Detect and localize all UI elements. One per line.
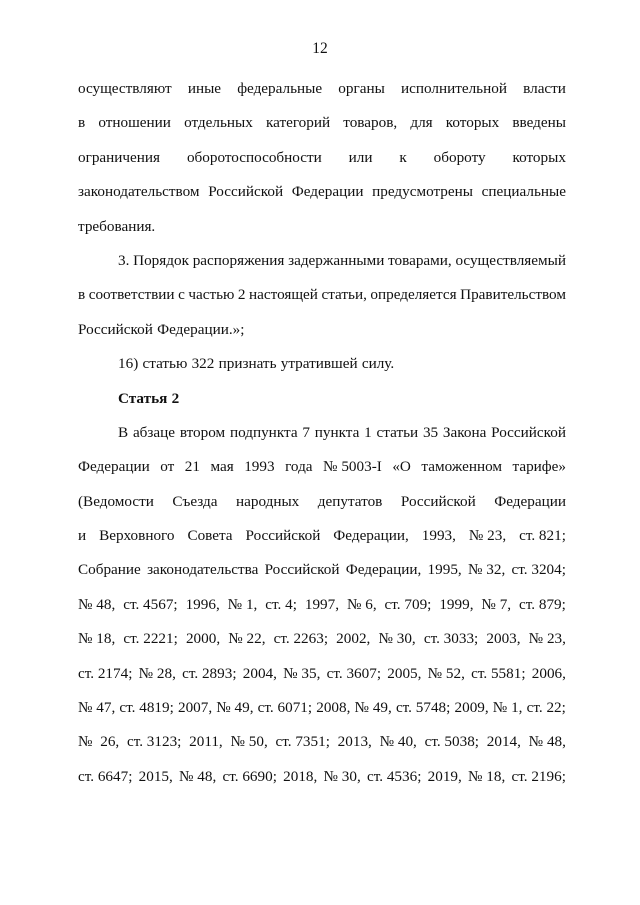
document-body xyxy=(78,76,566,798)
word: ст. 3033; xyxy=(423,630,479,648)
word: ст. 6071; xyxy=(257,699,313,717)
text-line xyxy=(78,592,566,626)
word: 2006, xyxy=(531,664,566,682)
word: (Ведомости xyxy=(78,492,154,510)
word: № 23, xyxy=(528,630,566,648)
word: которых xyxy=(512,148,566,166)
text-line xyxy=(78,454,566,488)
word: № 48, xyxy=(528,733,566,751)
word: ст. 2263; xyxy=(273,630,329,648)
word: Федерации, xyxy=(345,561,422,579)
word: 3. xyxy=(118,251,130,269)
word: № 52, xyxy=(427,664,465,682)
word: Федерации, xyxy=(333,527,409,545)
word: 2015, xyxy=(138,767,173,785)
word: 1997, xyxy=(304,595,340,613)
word: «О xyxy=(392,458,411,476)
word: ст. 821; xyxy=(519,527,566,545)
word: 2009, xyxy=(454,699,489,717)
word: 2002, xyxy=(336,630,371,648)
word: утратившей xyxy=(280,355,358,373)
word: ограничения xyxy=(78,148,161,166)
word: тарифе» xyxy=(512,458,566,476)
word: № 49, xyxy=(354,699,392,717)
word: Закона xyxy=(442,423,487,441)
word: ст. 6690; xyxy=(222,767,277,785)
word: 1 xyxy=(364,423,372,441)
word: № 6, xyxy=(346,595,377,613)
word: специальные xyxy=(481,183,566,201)
word: введены xyxy=(512,114,566,132)
word: Российской xyxy=(264,561,340,579)
word: 322 xyxy=(191,355,215,373)
word: предусмотрены xyxy=(372,183,473,201)
word: № 32, xyxy=(467,561,506,579)
word: депутатов xyxy=(317,492,383,510)
word: № 40, xyxy=(379,733,417,751)
word: обороту xyxy=(433,148,486,166)
text-line xyxy=(78,729,566,763)
word: № 35, xyxy=(283,664,321,682)
word: 2000, xyxy=(185,630,221,648)
word: задержанными xyxy=(288,251,385,269)
section-heading xyxy=(78,386,566,420)
word: от xyxy=(160,458,175,476)
word: 2 xyxy=(171,389,180,407)
word: подпункта xyxy=(229,423,298,441)
word: ст. 5748; xyxy=(395,699,451,717)
text-line xyxy=(78,179,566,213)
word: 2005, xyxy=(387,664,422,682)
word: № 48, xyxy=(78,595,116,613)
word: Съезда xyxy=(172,492,218,510)
word: которых xyxy=(445,114,500,132)
text-line xyxy=(78,661,566,695)
word: определяется xyxy=(370,286,457,304)
word: статьи xyxy=(376,423,419,441)
word: 2018, xyxy=(283,767,318,785)
text-line xyxy=(78,317,566,351)
word: В xyxy=(118,423,129,441)
word: ст. 2221; xyxy=(123,630,178,648)
word: ст. 4567; xyxy=(123,595,178,613)
word: соответствии xyxy=(88,286,175,304)
word: категорий xyxy=(265,114,331,132)
word: 16) xyxy=(118,355,139,373)
text-line xyxy=(78,626,566,660)
word: Собрание xyxy=(78,561,141,579)
text-line xyxy=(78,695,566,729)
word: № 18, xyxy=(78,630,116,648)
word: к xyxy=(399,148,407,166)
word: осуществляют xyxy=(78,80,172,97)
word: федеральные xyxy=(237,80,323,97)
word: ст. 2174; xyxy=(78,664,133,682)
word: ст. 5581; xyxy=(471,664,526,682)
word: ст. 6647; xyxy=(78,767,133,785)
word: ст. 22; xyxy=(526,699,566,717)
word: 2014, xyxy=(486,733,521,751)
word: распоряжения xyxy=(192,251,285,269)
word: ст. 4; xyxy=(265,595,297,613)
word: статьи, xyxy=(321,286,367,304)
word: Статья xyxy=(118,389,168,407)
word: настоящей xyxy=(249,286,318,304)
word: ст. 7351; xyxy=(275,733,330,751)
word: № 30, xyxy=(378,630,416,648)
word: требования. xyxy=(78,217,156,235)
word: Российской xyxy=(78,320,153,338)
word: осуществляемый xyxy=(455,251,566,269)
word: № 5003-I xyxy=(323,458,382,476)
word: 2008, xyxy=(316,699,351,717)
word: оборотоспособности xyxy=(186,148,322,166)
word: и xyxy=(78,527,87,545)
word: года xyxy=(285,458,313,476)
word: № 30, xyxy=(323,767,361,785)
word: 1999, xyxy=(439,595,474,613)
word: № 1, xyxy=(492,699,523,717)
word: власти xyxy=(523,80,566,97)
word: ст. 3607; xyxy=(326,664,382,682)
text-line xyxy=(78,557,566,591)
word: 2 xyxy=(237,286,246,304)
word: 7 xyxy=(302,423,310,441)
word: признать xyxy=(218,355,277,373)
word: иные xyxy=(187,80,222,97)
word: Совета xyxy=(187,527,233,545)
word: Правительством xyxy=(460,286,566,304)
word: 35 xyxy=(422,423,439,441)
word: 2007, xyxy=(177,699,213,717)
word: ст. 5038; xyxy=(424,733,480,751)
word: ст. 4536; xyxy=(367,767,422,785)
word: мая xyxy=(210,458,234,476)
word: № 50, xyxy=(230,733,268,751)
word: законодательства xyxy=(147,561,259,579)
word: 1993, xyxy=(421,527,456,545)
word: Верховного xyxy=(99,527,175,545)
word: народных xyxy=(236,492,300,510)
word: № 18, xyxy=(468,767,506,785)
word: 1995, xyxy=(427,561,462,579)
word: ст. 3204; xyxy=(511,561,566,579)
word: отношении xyxy=(98,114,171,132)
word: отдельных xyxy=(184,114,253,132)
word: статью xyxy=(142,355,188,373)
word: 2013, xyxy=(337,733,372,751)
word: для xyxy=(410,114,433,132)
word: исполнительной xyxy=(400,80,507,97)
text-line xyxy=(78,764,566,798)
word: Федерации.»; xyxy=(157,320,245,338)
word: 21 xyxy=(184,458,200,476)
word: органы xyxy=(338,80,385,97)
word: ст. 709; xyxy=(384,595,432,613)
word: ст. 3123; xyxy=(126,733,182,751)
word: Федерации xyxy=(78,458,150,476)
word: 26, xyxy=(100,733,120,751)
text-line xyxy=(78,110,566,144)
word: или xyxy=(348,148,373,166)
word: ст. 4819; xyxy=(119,699,174,717)
text-line xyxy=(78,489,566,523)
word: 2003, xyxy=(486,630,521,648)
text-line xyxy=(78,282,566,316)
word: частью xyxy=(188,286,235,304)
word: в xyxy=(78,286,86,304)
text-line xyxy=(78,248,566,282)
word: с xyxy=(178,286,185,304)
word: № 48, xyxy=(179,767,217,785)
text-line xyxy=(78,351,566,385)
text-line xyxy=(78,145,566,179)
word: Российской xyxy=(400,492,476,510)
text-line xyxy=(78,76,566,110)
word: 2019, xyxy=(427,767,462,785)
word: № 47, xyxy=(78,699,116,717)
word: пункта xyxy=(314,423,360,441)
word: в xyxy=(78,114,86,132)
word: законодательством xyxy=(78,183,200,201)
word: Российской xyxy=(208,183,284,201)
word: втором xyxy=(179,423,226,441)
word: № 22, xyxy=(228,630,266,648)
text-line xyxy=(78,214,566,248)
text-line xyxy=(78,523,566,557)
word: Федерации xyxy=(494,492,566,510)
word: ст. 2196; xyxy=(511,767,566,785)
text-line xyxy=(78,420,566,454)
word: таможенном xyxy=(421,458,502,476)
word: № 49, xyxy=(216,699,254,717)
word: 2004, xyxy=(242,664,277,682)
word: абзаце xyxy=(132,423,176,441)
word: ст. 2893; xyxy=(182,664,237,682)
word: Российской xyxy=(491,423,566,441)
word: товарами, xyxy=(388,251,452,269)
word: № 1, xyxy=(227,595,258,613)
word: Федерации xyxy=(291,183,364,201)
word: № xyxy=(78,733,93,751)
word: силу. xyxy=(361,355,395,373)
word: Российской xyxy=(245,527,321,545)
word: 2011, xyxy=(189,733,223,751)
word: 1993 xyxy=(244,458,275,476)
word: Порядок xyxy=(133,251,189,269)
word: № 7, xyxy=(481,595,512,613)
word: 1996, xyxy=(185,595,220,613)
word: № 28, xyxy=(138,664,176,682)
page-number: 12 xyxy=(312,40,328,57)
word: товаров, xyxy=(343,114,398,132)
word: № 23, xyxy=(468,527,507,545)
word: ст. 879; xyxy=(519,595,566,613)
